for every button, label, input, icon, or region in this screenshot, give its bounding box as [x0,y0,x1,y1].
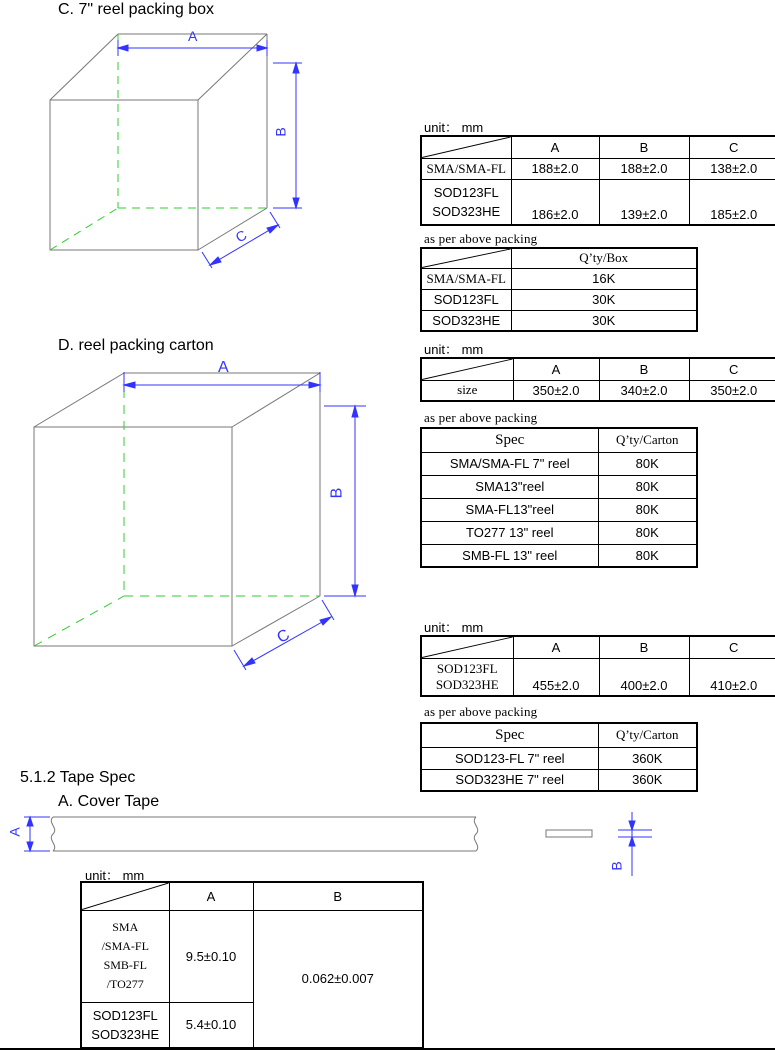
qty-cell: 80K [598,475,697,498]
row-label-line: SOD123FL [92,1007,158,1023]
row-label: SOD323HE [421,310,511,331]
qty-header: Q’ty/Box [511,248,697,268]
section-c-title: C. 7" reel packing box [58,1,214,18]
cell-b: 340±2.0 [599,380,689,401]
qty-header: Q’ty/Carton [598,723,697,747]
col-header-c: C [689,358,775,380]
row-label [421,658,513,696]
cell-b: 400±2.0 [599,658,689,696]
row-label-line: SOD123FL [433,184,499,200]
spec-header: Spec [421,723,598,747]
col-header-b: B [599,136,689,158]
dim-b-label: B [272,127,289,137]
carton-sod-qty-table [420,722,698,792]
qty-cell: 16K [511,268,697,289]
reel-box-dimension-table [420,135,775,226]
col-header-a: A [511,136,599,158]
reel-box-drawing [40,28,310,273]
col-header-b: B [253,882,423,910]
spec-header: Spec [421,428,598,452]
cell-b: 188±2.0 [599,158,689,179]
section-d-note-2: as per above packing [424,704,538,719]
col-header-a: A [513,636,599,658]
qty-cell: 80K [598,544,697,567]
cell-a: 350±2.0 [513,380,599,401]
qty-cell: 80K [598,521,697,544]
row-label: SMA/SMA-FL [421,158,511,179]
table-corner-cell [421,136,511,158]
row-label-line: SMB-FL [103,958,147,972]
tape-thickness-drawing [540,806,660,878]
col-header-b: B [599,358,689,380]
cell-a: 5.4±0.10 [169,1002,253,1048]
tape-dim-b-label: B [608,861,625,871]
row-label: SMA/SMA-FL [421,268,511,289]
dim-c-label: C [274,626,293,647]
cell-c: 350±2.0 [689,380,775,401]
cell-b: 0.062±0.007 [253,910,423,1048]
row-label-line: SOD323HE [435,676,499,692]
table-corner-cell [81,882,169,910]
section-c-note: as per above packing [424,231,538,246]
spec-cell: SMA/SMA-FL 7" reel [421,452,598,475]
spec-cell: SMA-FL13"reel [421,498,598,521]
cell-b: 139±2.0 [599,179,689,225]
row-label-line: SOD123FL [436,660,498,676]
row-label-line: SMA [112,920,139,934]
spec-cell: SOD123-FL 7" reel [421,747,598,769]
spec-cell: SOD323HE 7" reel [421,769,598,791]
cell-c: 410±2.0 [689,658,775,696]
carton-dimension-table [420,357,775,402]
dim-a-label: A [188,28,198,44]
cell-a: 188±2.0 [511,158,599,179]
page-bottom-rule [0,1048,775,1050]
qty-cell: 80K [598,498,697,521]
col-header-c: C [689,636,775,658]
row-label-line: SOD323HE [91,1026,160,1042]
cover-tape-table [80,881,424,1049]
cell-c: 138±2.0 [689,158,775,179]
row-label: size [421,380,513,401]
row-label [81,1002,169,1048]
table-corner-cell [421,358,513,380]
section-d-note: as per above packing [424,410,538,425]
col-header-c: C [689,136,775,158]
qty-header: Q’ty/Carton [598,428,697,452]
cell-a: 455±2.0 [513,658,599,696]
row-label-line: SOD323HE [432,203,501,219]
qty-cell: 30K [511,289,697,310]
tape-spec-subtitle: A. Cover Tape [58,793,160,810]
cell-a: 186±2.0 [511,179,599,225]
col-header-b: B [599,636,689,658]
table-corner-cell [421,248,511,268]
dim-c-label: C [232,226,250,246]
col-header-a: A [513,358,599,380]
spec-cell: SMB-FL 13" reel [421,544,598,567]
row-label: SOD123FL [421,289,511,310]
carton-drawing [22,370,372,692]
qty-cell: 30K [511,310,697,331]
section-d-title: D. reel packing carton [58,337,214,354]
spec-cell: TO277 13" reel [421,521,598,544]
col-header-a: A [169,882,253,910]
spec-cell: SMA13"reel [421,475,598,498]
cell-c: 185±2.0 [689,179,775,225]
tape-dim-a-label: A [6,827,23,837]
qty-cell: 80K [598,452,697,475]
section-c-unit: unit： mm [424,120,484,135]
dim-a-label: A [218,359,229,376]
reel-box-qty-table [420,247,698,332]
section-d-unit: unit： mm [424,342,484,357]
row-label [421,179,511,225]
row-label [81,910,169,1002]
cover-tape-drawing [0,808,500,858]
cell-a: 9.5±0.10 [169,910,253,1002]
qty-cell: 360K [598,747,697,769]
carton-sod-dimension-table [420,635,775,697]
qty-cell: 360K [598,769,697,791]
carton-qty-table [420,427,698,568]
section-d-unit-2: unit： mm [424,620,484,635]
tape-spec-title: 5.1.2 Tape Spec [20,769,136,786]
row-label-line: /SMA-FL [101,939,149,953]
row-label-line: /TO277 [106,977,144,991]
table-corner-cell [421,636,513,658]
tape-unit: unit： mm [85,868,145,883]
dim-b-label: B [328,487,346,499]
